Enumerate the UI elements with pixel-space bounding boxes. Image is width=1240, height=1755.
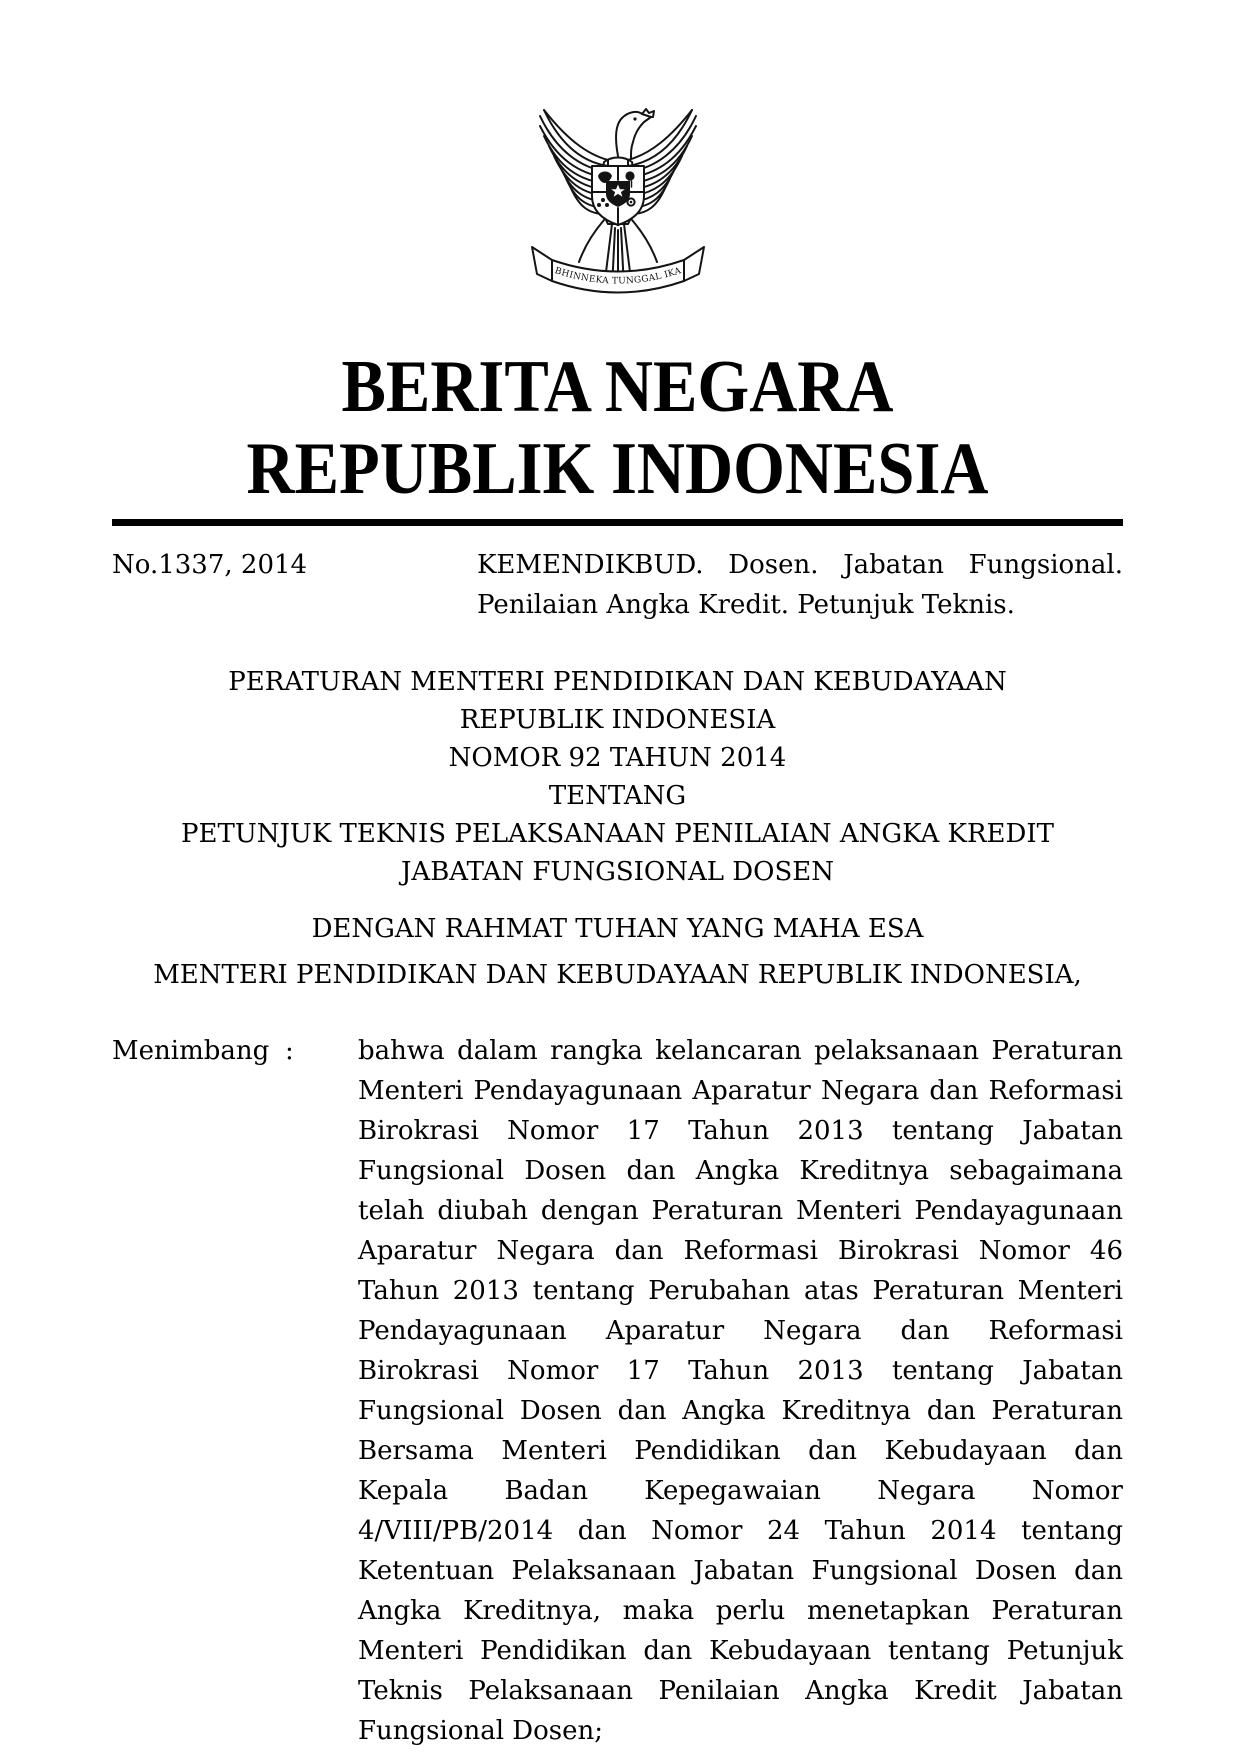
issue-subject-line-2: Penilaian Angka Kredit. Petunjuk Teknis. bbox=[477, 590, 1015, 620]
regulation-heading-line-2: REPUBLIK INDONESIA bbox=[459, 705, 776, 735]
considerations-label: Menimbang bbox=[112, 1036, 270, 1066]
invocation-line-1: DENGAN RAHMAT TUHAN YANG MAHA ESA bbox=[311, 914, 924, 944]
emblem-container bbox=[112, 92, 1123, 314]
regulation-heading-line-1: PERATURAN MENTERI PENDIDIKAN DAN KEBUDAYAAN bbox=[228, 667, 1007, 697]
emblem-motto: BHINNEKA TUNGGAL IKA bbox=[552, 266, 683, 287]
masthead-title bbox=[112, 346, 1123, 510]
invocation bbox=[112, 906, 1123, 998]
considerations-text: bahwa dalam rangka kelancaran pelaksanaan Peraturan Menteri Pendayagunaan Aparatur Negara dan Reformasi Birokrasi Nomor 17 Tahun 2013 tentang Jabatan Fungsional Dosen dan Angka Kreditnya sebagaimana telah diubah dengan Peraturan Menteri Pendayagunaan Aparatur Negara dan Reformasi Birokrasi Nomor 46 Tahun 2013 tentang Perubahan atas Peraturan Menteri Pendayagunaan Aparatur Negara dan Reformasi Birokrasi Nomor 17 Tahun 2013 tentang Jabatan Fungsional Dosen dan Angka Kreditnya dan Peraturan Bersama Menteri Pendidikan dan Kebudayaan dan Kepala Badan Kepegawaian Negara Nomor 4/VIII/PB/2014 dan Nomor 24 Tahun 2014 tentang Ketentuan Pelaksanaan Jabatan Fungsional Dosen dan Angka Kreditnya, maka perlu menetapkan Peraturan Menteri Pendidikan dan Kebudayaan tentang Petunjuk Teknis Pelaksanaan Penilaian Angka Kredit Jabatan Fungsional Dosen; bbox=[358, 1036, 1123, 1746]
considerations-colon: : bbox=[285, 1036, 294, 1066]
issue-row bbox=[112, 545, 1123, 625]
masthead-title-line-2: REPUBLIK INDONESIA bbox=[246, 428, 989, 510]
garuda-pancasila-icon bbox=[518, 92, 718, 314]
masthead-title-line-1: BERITA NEGARA bbox=[341, 346, 894, 428]
issue-subject-line-1: KEMENDIKBUD. Dosen. Jabatan Fungsional. bbox=[477, 550, 1123, 580]
regulation-heading-line-6: JABATAN FUNGSIONAL DOSEN bbox=[401, 857, 834, 887]
issue-subject bbox=[477, 545, 1123, 625]
regulation-heading-line-5: PETUNJUK TEKNIS PELAKSANAAN PENILAIAN ANGKA KREDIT bbox=[181, 819, 1054, 849]
regulation-heading-line-4: TENTANG bbox=[548, 781, 687, 811]
regulation-heading bbox=[112, 663, 1123, 891]
regulation-heading-line-3: NOMOR 92 TAHUN 2014 bbox=[448, 743, 787, 773]
invocation-line-2: MENTERI PENDIDIKAN DAN KEBUDAYAAN REPUBLIK INDONESIA, bbox=[153, 960, 1082, 990]
issue-number: No.1337, 2014 bbox=[112, 550, 308, 580]
considerations-section bbox=[112, 1031, 1123, 1751]
masthead-divider bbox=[112, 519, 1123, 526]
